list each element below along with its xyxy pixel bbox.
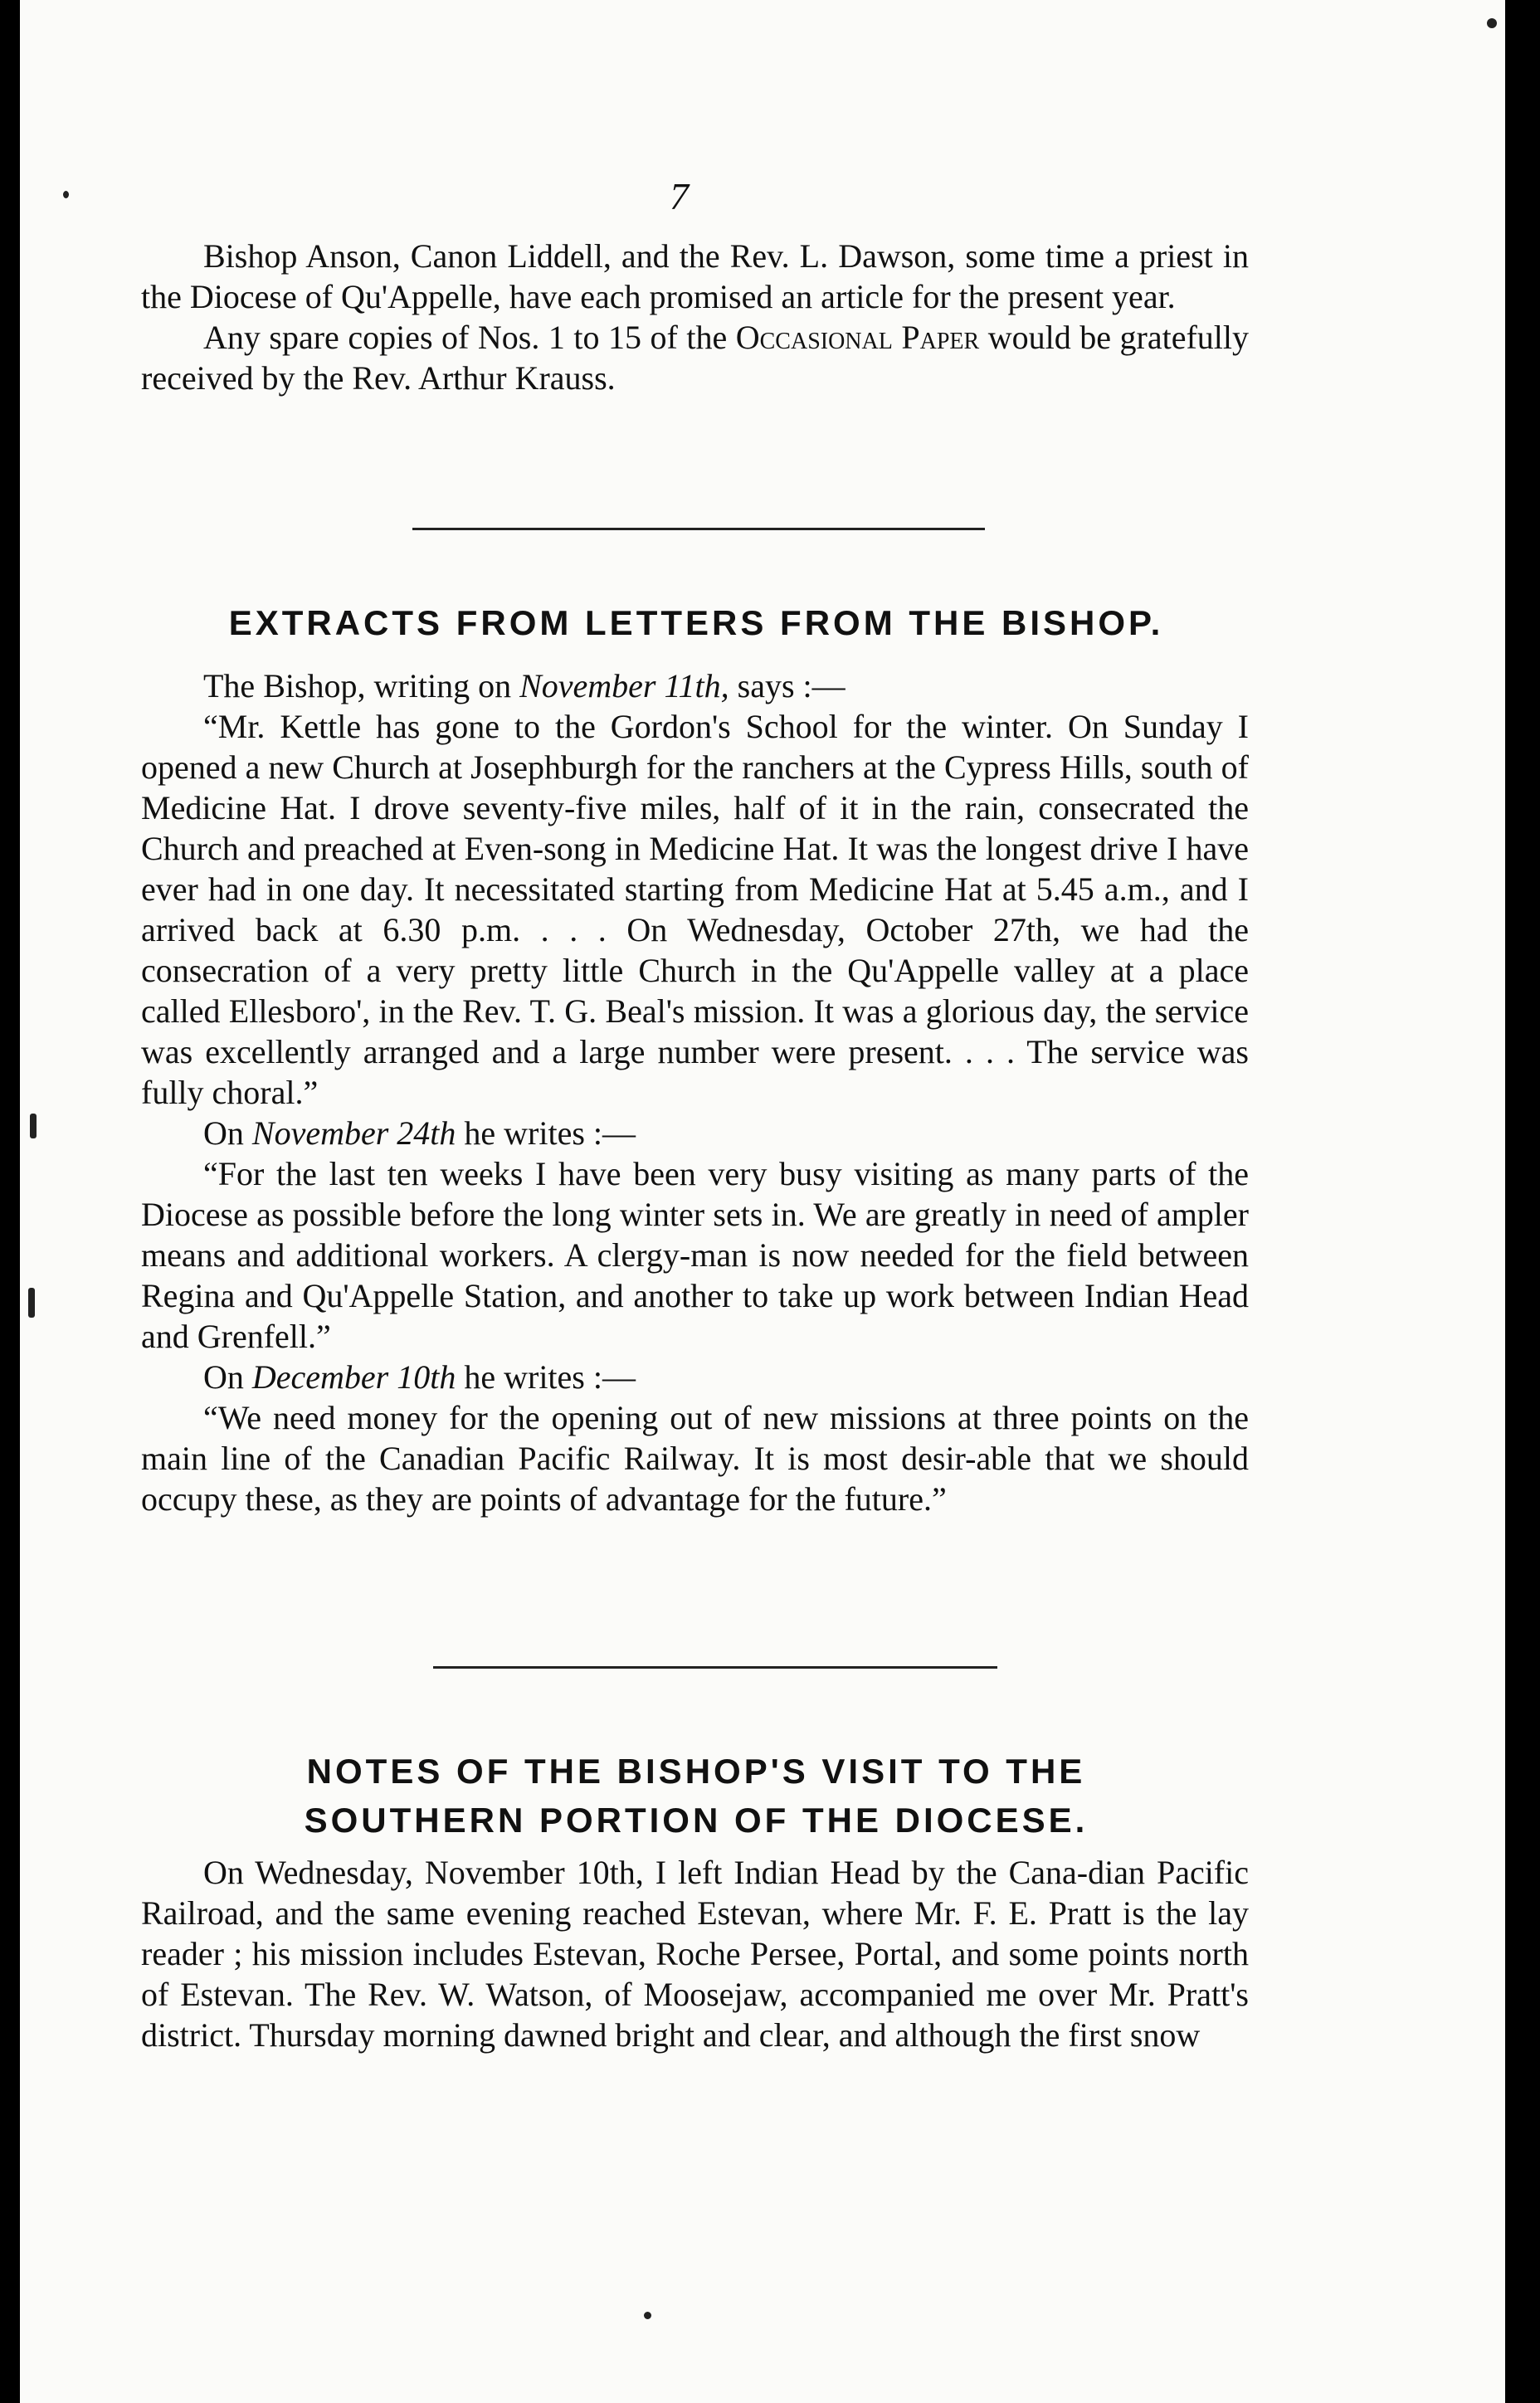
extracts-lead-text-b: says :— [729, 667, 846, 704]
section-divider-1 [412, 528, 985, 530]
letter-1-text: “Mr. Kettle has gone to the Gordon's School for the winter. On Sunday I opened a new Church at Josephburgh for the ranchers at the Cypress Hills, south of Medicine Hat. I drove seventy-five miles, half of it in the rain, consecrated the Church and preached at Even-song in Medicine Hat. It was the longest drive I have ever had in one day. It necessitated starting from Medicine Hat at 5.45 a.m., and I arrived back at 6.30 p.m. . . . On Wednesday, October 27th, we had the consecration of a very pretty little Church in the Qu'Appelle valley at a place called Ellesboro', in the Rev. T. G. Beal's mission. It was a glorious day, the service was excellently arranged and a large number were present. . . . The service was fully choral.” [141, 708, 1249, 1111]
extracts-section [141, 665, 1249, 1519]
notes-heading-line-2: SOUTHERN PORTION OF THE DIOCESE. [304, 1801, 1089, 1840]
letter-3-intro-text-a: On [203, 1358, 252, 1396]
letter-3-intro [141, 1357, 1249, 1397]
letter-2-intro [141, 1113, 1249, 1153]
scan-mark [28, 1288, 35, 1318]
document-page [20, 0, 1505, 2403]
intro-section [141, 236, 1249, 398]
notes-paragraph-text: On Wednesday, November 10th, I left Indian Head by the Cana-dian Pacific Railroad, and the same evening reached Estevan, where Mr. F. E. Pratt is the lay reader ; his mission includes Estevan, Roche Persee, Portal, and some points north of Estevan. The Rev. W. Watson, of Moosejaw, accompanied me over Mr. Pratt's district. Thursday morning dawned bright and clear, and although the first snow [141, 1854, 1249, 2054]
extracts-lead-date: November 11th, [519, 667, 729, 704]
intro-paragraph-1-text: Bishop Anson, Canon Liddell, and the Rev. L. Dawson, some time a priest in the Diocese of Qu'Appelle, have each promised an article for the present year. [141, 237, 1249, 315]
notes-section [141, 1852, 1249, 2055]
intro-paragraph-1 [141, 236, 1249, 317]
letter-3 [141, 1397, 1249, 1519]
letter-3-text: “We need money for the opening out of new missions at three points on the main line of the Canadian Pacific Railway. It is most desir-able that we should occupy these, as they are points of advantage for the future.” [141, 1399, 1249, 1518]
letter-2-date: November 24th [251, 1114, 456, 1152]
page-number: 7 [670, 175, 689, 217]
letter-3-date: December 10th [251, 1358, 456, 1396]
letter-2 [141, 1153, 1249, 1357]
notes-paragraph [141, 1852, 1249, 2055]
letter-3-intro-text-b: he writes :— [456, 1358, 636, 1396]
notes-heading-line-1: NOTES OF THE BISHOP'S VISIT TO THE [306, 1752, 1086, 1791]
scan-speck [1487, 18, 1497, 28]
occasional-paper-title: Occasional Paper [735, 319, 980, 356]
section-divider-2 [433, 1666, 997, 1669]
letter-1 [141, 706, 1249, 1113]
scan-speck [644, 2312, 651, 2319]
extracts-lead [141, 665, 1249, 706]
letter-2-intro-text-b: he writes :— [456, 1114, 636, 1152]
letter-2-intro-text-a: On [203, 1114, 252, 1152]
extracts-lead-text-a: The Bishop, writing on [203, 667, 520, 704]
intro-paragraph-2 [141, 317, 1249, 398]
scan-mark [30, 1114, 37, 1138]
scan-speck [63, 191, 69, 198]
extracts-heading: EXTRACTS FROM LETTERS FROM THE BISHOP. [228, 603, 1164, 642]
intro-paragraph-2-text-b: would be gratefully received by the Rev. Arthur Krauss. [141, 319, 1249, 397]
intro-paragraph-2-text-a: Any spare copies of Nos. 1 to 15 of the [203, 319, 736, 356]
letter-2-text: “For the last ten weeks I have been very busy visiting as many parts of the Diocese as possible before the long winter sets in. We are greatly in need of ampler means and additional workers. A clergy-man is now needed for the field between Regina and Qu'Appelle Station, and another to take up work between Indian Head and Grenfell.” [141, 1155, 1249, 1355]
